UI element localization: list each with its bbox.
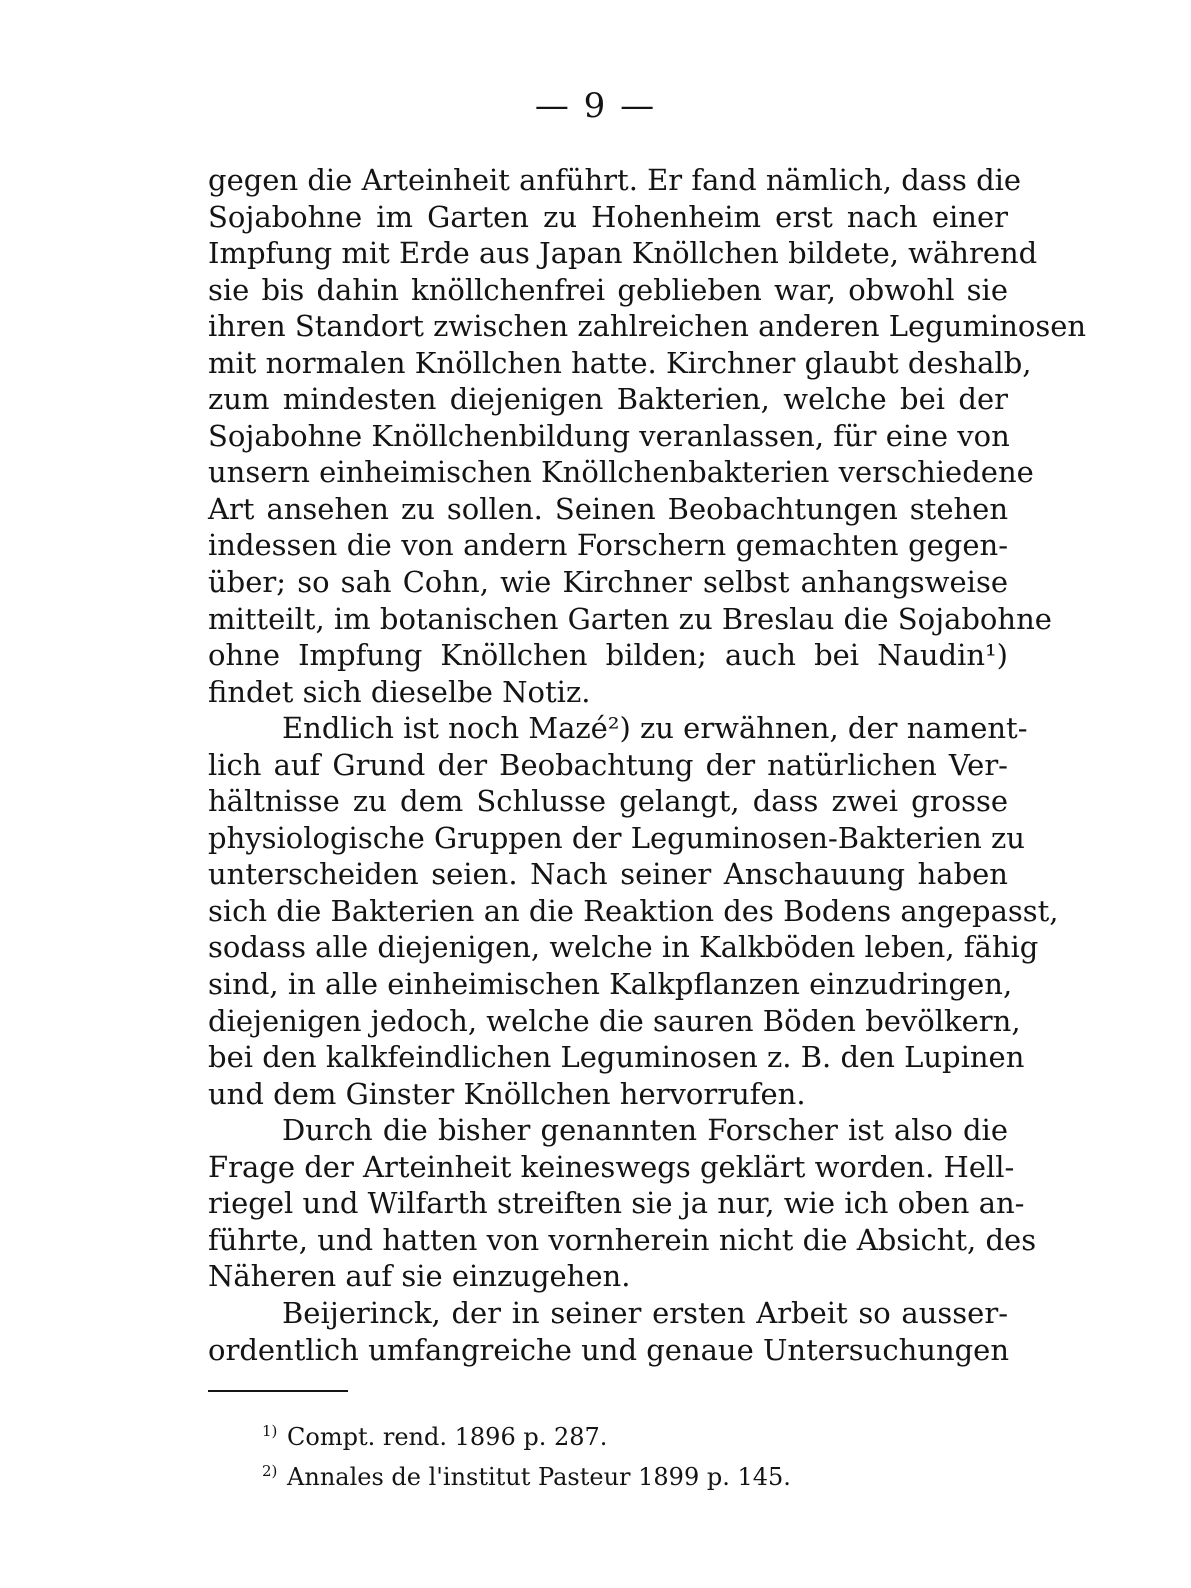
body-text (208, 162, 1087, 1368)
footnote-mark: 1) (262, 1422, 278, 1440)
text-line: sie bis dahin knöllchenfrei geblieben war, obwohl sie (208, 272, 1008, 307)
text-line: bei den kalkfeindlichen Leguminosen z. B. den Lupinen (208, 1040, 1025, 1075)
footnote-2 (262, 1454, 962, 1494)
text-line: Sojabohne Knöllchenbildung veranlassen, für eine von (208, 418, 1010, 453)
text-line: Art ansehen zu sollen. Seinen Beobachtungen stehen (208, 491, 1008, 526)
text-line: Beijerinck, der in seiner ersten Arbeit so ausser- (282, 1295, 1008, 1330)
text-line: sich die Bakterien an die Reaktion des Bodens angepasst, (208, 893, 1059, 928)
footnote-mark: 2) (262, 1462, 278, 1480)
text-line: unsern einheimischen Knöllchenbakterien verschiedene (208, 455, 1034, 490)
text-line: diejenigen jedoch, welche die sauren Böden bevölkern, (208, 1003, 1021, 1038)
text-line: sind, in alle einheimischen Kalkpflanzen einzudringen, (208, 967, 1013, 1002)
text-line: unterscheiden seien. Nach seiner Anschauung haben (208, 857, 1008, 892)
text-line: über; so sah Cohn, wie Kirchner selbst anhangsweise (208, 565, 1008, 600)
text-line: ordentlich umfangreiche und genaue Untersuchungen (208, 1332, 1010, 1367)
text-line: lich auf Grund der Beobachtung der natürlichen Ver- (208, 747, 1008, 782)
text-line: ihren Standort zwischen zahlreichen anderen Leguminosen (208, 309, 1087, 344)
text-line: Frage der Arteinheit keineswegs geklärt worden. Hell- (208, 1149, 1015, 1184)
text-line: indessen die von andern Forschern gemachten gegen- (208, 528, 1008, 563)
footnote-divider (208, 1390, 348, 1392)
text-line: physiologische Gruppen der Leguminosen-Bakterien zu (208, 820, 1025, 855)
text-line: sodass alle diejenigen, welche in Kalkböden leben, fähig (208, 930, 1039, 965)
text-line: Näheren auf sie einzugehen. (208, 1259, 631, 1294)
footnotes (262, 1414, 962, 1494)
footnote-text: Compt. rend. 1896 p. 287. (287, 1423, 608, 1451)
text-line: riegel und Wilfarth streiften sie ja nur, wie ich oben an- (208, 1186, 1025, 1221)
page-number: — 9 — (534, 86, 657, 126)
text-line: Durch die bisher genannten Forscher ist also die (282, 1113, 1008, 1148)
text-line: mit normalen Knöllchen hatte. Kirchner glaubt deshalb, (208, 345, 1032, 380)
text-line: Endlich ist noch Mazé²) zu erwähnen, der nament- (282, 711, 1028, 746)
text-line: zum mindesten diejenigen Bakterien, welche bei der (208, 382, 1008, 417)
text-line: gegen die Arteinheit anführt. Er fand nämlich, dass die (208, 163, 1022, 197)
text-line: Sojabohne im Garten zu Hohenheim erst nach einer (208, 199, 1008, 234)
text-line: mitteilt, im botanischen Garten zu Breslau die Sojabohne (208, 601, 1052, 636)
text-line: Impfung mit Erde aus Japan Knöllchen bildete, während (208, 236, 1038, 271)
footnote-text: Annales de l'institut Pasteur 1899 p. 145. (287, 1463, 791, 1491)
text-line: hältnisse zu dem Schlusse gelangt, dass zwei grosse (208, 784, 1008, 819)
text-line: und dem Ginster Knöllchen hervorrufen. (208, 1076, 806, 1111)
text-line: führte, und hatten von vornherein nicht die Absicht, des (208, 1222, 1037, 1257)
footnote-1 (262, 1414, 962, 1454)
text-line: ohne Impfung Knöllchen bilden; auch bei Naudin¹) (208, 638, 1008, 673)
text-line: findet sich dieselbe Notiz. (208, 674, 591, 709)
